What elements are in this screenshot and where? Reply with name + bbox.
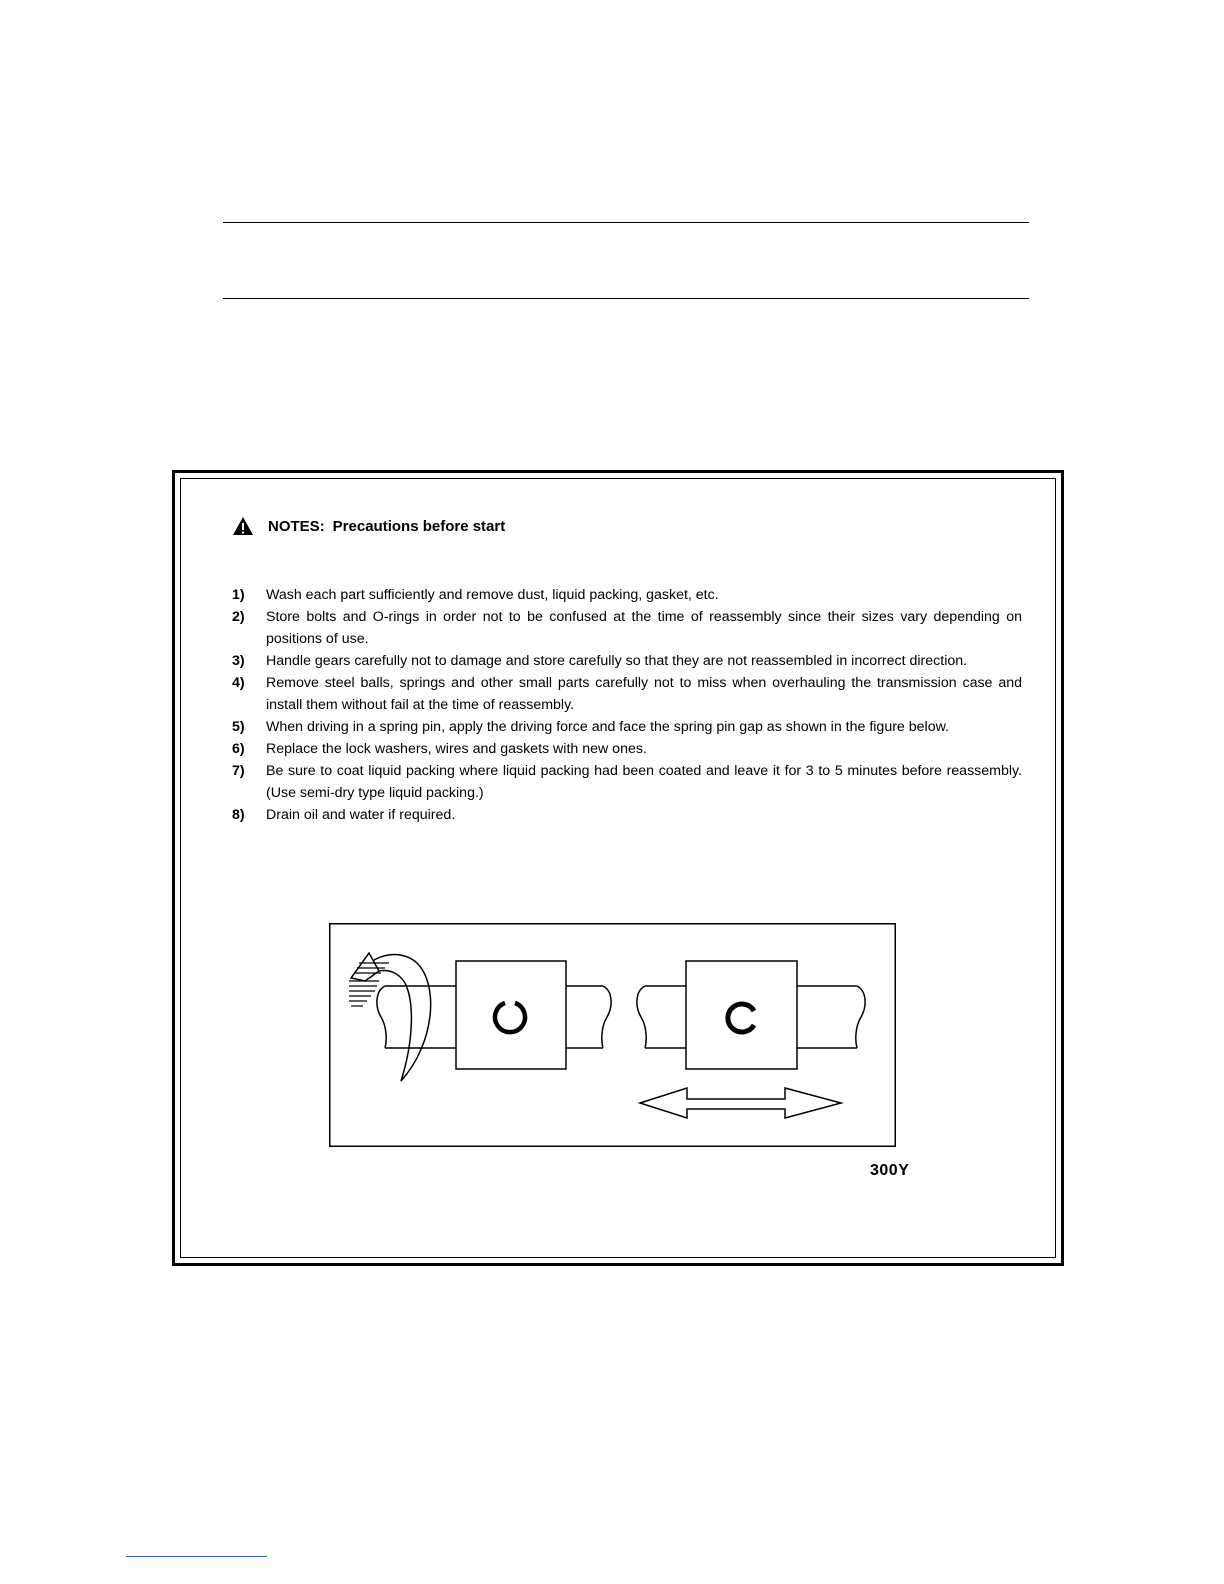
- spring-pin-diagram: [329, 923, 896, 1147]
- right-shaft-assembly: [637, 961, 865, 1069]
- header-rule-top: [223, 222, 1029, 223]
- spring-pin-figure: [329, 923, 896, 1147]
- note-item: [232, 760, 1022, 804]
- note-text: Remove steel balls, springs and other small parts carefully not to miss when overhauling the transmission case and install them without fail at the time of reassembly.: [266, 675, 1022, 713]
- note-number: 6): [232, 741, 245, 757]
- note-item: [232, 672, 1022, 716]
- note-text: Be sure to coat liquid packing where liquid packing had been coated and leave it for 3 to 5 minutes before reassembly. (Use semi-dry type liquid packing.): [266, 763, 1022, 801]
- note-text: Store bolts and O-rings in order not to be confused at the time of reassembly since their sizes vary depending on positions of use.: [266, 609, 1022, 647]
- warning-triangle-icon: [232, 516, 254, 536]
- note-number: 7): [232, 763, 245, 779]
- note-item: [232, 804, 1022, 826]
- rotation-arrow-icon: [349, 953, 431, 1081]
- notes-title: Precautions before start: [332, 517, 506, 535]
- note-number: 4): [232, 675, 245, 691]
- double-arrow-icon: [640, 1088, 841, 1118]
- note-number: 5): [232, 719, 245, 735]
- note-item: [232, 606, 1022, 650]
- note-item: [232, 738, 1022, 760]
- note-number: 8): [232, 807, 245, 823]
- notes-header: [232, 516, 505, 536]
- note-text: Replace the lock washers, wires and gaskets with new ones.: [266, 741, 647, 757]
- notes-list: [232, 584, 1022, 826]
- note-number: 3): [232, 653, 245, 669]
- footer-link-underline[interactable]: [126, 1556, 267, 1557]
- note-number: 1): [232, 587, 245, 603]
- note-item: [232, 716, 1022, 738]
- note-text: Wash each part sufficiently and remove dust, liquid packing, gasket, etc.: [266, 587, 719, 603]
- figure-code: 300Y: [870, 1162, 910, 1179]
- notes-keyword: NOTES:: [268, 517, 325, 535]
- note-text: Drain oil and water if required.: [266, 807, 456, 823]
- note-item: [232, 650, 1022, 672]
- note-number: 2): [232, 609, 245, 625]
- note-text: Handle gears carefully not to damage and store carefully so that they are not reassembled in incorrect direction.: [266, 653, 968, 669]
- header-rule-bottom: [223, 298, 1029, 299]
- note-item: [232, 584, 1022, 606]
- note-text: When driving in a spring pin, apply the driving force and face the spring pin gap as shown in the figure below.: [266, 719, 949, 735]
